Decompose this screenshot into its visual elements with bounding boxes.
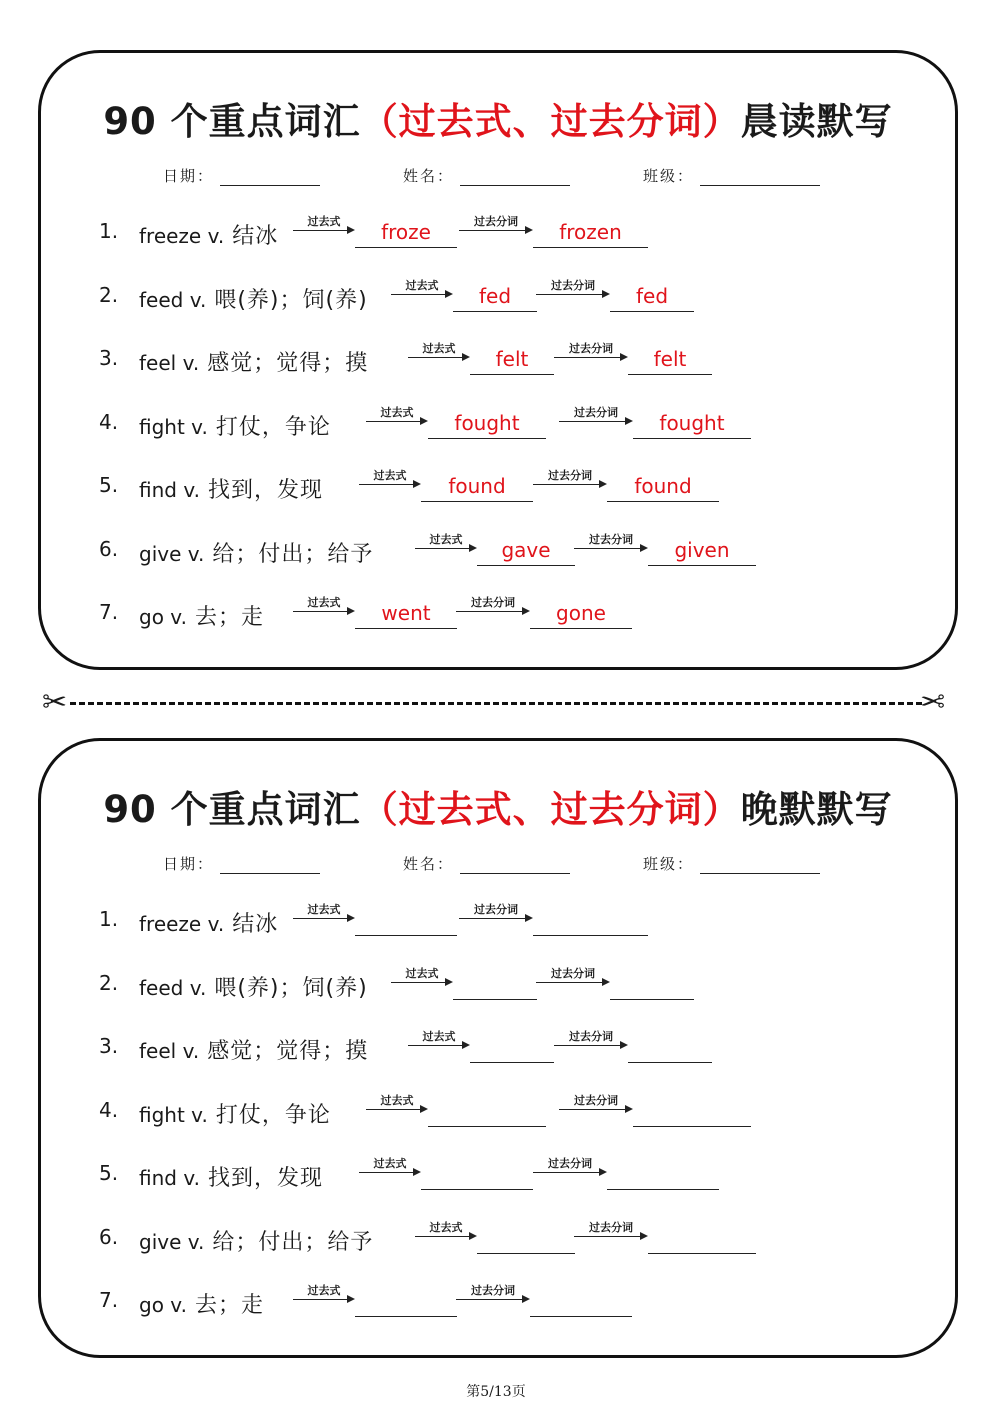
word-english: freeze v. <box>139 224 225 248</box>
title-highlight: （过去式、过去分词） <box>360 100 741 143</box>
item-word <box>139 346 368 377</box>
past-participle-arrow <box>456 1282 530 1308</box>
word-english: freeze v. <box>139 912 225 936</box>
item-number: 5. <box>99 1161 119 1185</box>
item-number: 3. <box>99 346 119 370</box>
class-blank[interactable] <box>700 855 820 874</box>
past-participle-blank[interactable] <box>610 969 694 1000</box>
cut-line <box>70 702 922 705</box>
arrow-label: 过去式 <box>422 1030 456 1043</box>
arrow-head-icon <box>522 1295 530 1303</box>
word-english: fight v. <box>139 1102 208 1127</box>
arrow-line <box>359 1172 415 1173</box>
past-tense-blank[interactable]: froze <box>355 217 457 248</box>
past-participle-blank[interactable] <box>533 905 648 936</box>
item-word <box>139 907 278 938</box>
arrow-label: 过去式 <box>422 342 456 355</box>
word-meaning: 结冰 <box>232 224 279 249</box>
arrow-label: 过去分词 <box>589 532 633 546</box>
arrow-line <box>574 1236 642 1237</box>
past-tense-arrow <box>366 1092 428 1118</box>
arrow-line <box>459 918 527 919</box>
past-tense-blank[interactable] <box>355 1286 457 1317</box>
arrow-head-icon <box>525 226 533 234</box>
word-english: feel v. <box>139 1039 200 1063</box>
word-english: give v. <box>139 541 205 566</box>
list-item <box>99 340 899 380</box>
past-tense-blank[interactable]: found <box>421 471 533 502</box>
past-tense-blank[interactable]: went <box>355 598 457 629</box>
class-field[interactable] <box>643 853 820 874</box>
title-prefix: 90 个重点词汇 <box>103 100 361 143</box>
word-meaning: 结冰 <box>232 912 279 937</box>
arrow-line <box>408 357 464 358</box>
item-word <box>139 1161 323 1192</box>
item-number: 2. <box>99 282 119 307</box>
arrow-line <box>559 1109 627 1110</box>
past-participle-arrow <box>459 213 533 239</box>
item-number: 1. <box>99 907 119 931</box>
arrow-label: 过去式 <box>405 278 439 292</box>
class-blank[interactable] <box>700 167 820 186</box>
title-highlight: （过去式、过去分词） <box>360 788 741 831</box>
arrow-label: 过去分词 <box>474 215 518 228</box>
past-tense-arrow <box>293 1282 355 1308</box>
arrow-label: 过去分词 <box>551 966 595 980</box>
arrow-label: 过去式 <box>380 1093 414 1107</box>
past-tense-blank[interactable]: fought <box>428 408 546 439</box>
arrow-head-icon <box>625 417 633 425</box>
item-number: 2. <box>99 970 119 995</box>
past-participle-arrow <box>533 1155 607 1181</box>
list-item <box>99 404 899 444</box>
arrow-head-icon <box>640 544 648 552</box>
word-english: give v. <box>139 1229 205 1254</box>
arrow-line <box>391 982 447 983</box>
arrow-line <box>366 1109 422 1110</box>
item-word <box>139 219 278 250</box>
word-english: feel v. <box>139 351 200 375</box>
past-participle-arrow <box>574 531 648 557</box>
arrow-label: 过去式 <box>429 1220 463 1234</box>
item-word <box>139 473 323 504</box>
word-meaning: 找到，发现 <box>207 1166 323 1191</box>
list-item <box>99 467 899 507</box>
item-word <box>139 1288 264 1319</box>
name-blank[interactable] <box>460 167 570 186</box>
past-participle-blank[interactable] <box>628 1032 712 1063</box>
name-label: 姓名： <box>403 855 455 873</box>
past-participle-blank[interactable] <box>530 1286 632 1317</box>
past-tense-blank[interactable] <box>453 969 537 1000</box>
arrow-label: 过去式 <box>307 1284 341 1297</box>
list-item <box>99 1219 899 1259</box>
past-participle-blank[interactable]: felt <box>628 344 712 375</box>
arrow-head-icon <box>620 353 628 361</box>
arrow-head-icon <box>620 1041 628 1049</box>
item-number: 4. <box>99 1097 119 1122</box>
past-tense-arrow <box>408 1028 470 1054</box>
arrow-head-icon <box>462 353 470 361</box>
word-english: go v. <box>139 1293 187 1317</box>
item-number: 3. <box>99 1034 119 1058</box>
arrow-line <box>415 548 471 549</box>
arrow-head-icon <box>625 1105 633 1113</box>
arrow-line <box>408 1045 464 1046</box>
arrow-head-icon <box>347 1295 355 1303</box>
date-blank[interactable] <box>220 167 320 186</box>
arrow-line <box>366 421 422 422</box>
past-tense-blank[interactable] <box>470 1032 554 1063</box>
list-item <box>99 901 899 941</box>
past-participle-arrow <box>554 1028 628 1054</box>
past-tense-arrow <box>415 1219 477 1245</box>
date-label: 日期： <box>163 855 215 873</box>
arrow-head-icon <box>347 914 355 922</box>
arrow-label: 过去分词 <box>551 278 595 292</box>
arrow-label: 过去分词 <box>474 903 518 916</box>
list-item <box>99 594 899 634</box>
arrow-label: 过去分词 <box>471 596 515 609</box>
word-meaning: 给；付出；给予 <box>212 541 374 567</box>
item-number: 6. <box>99 1224 119 1249</box>
page-footer: 第5/13页 <box>466 1384 526 1400</box>
word-meaning: 给；付出；给予 <box>212 1229 374 1255</box>
past-participle-arrow <box>456 594 530 620</box>
past-participle-blank[interactable] <box>633 1096 751 1127</box>
past-participle-blank[interactable] <box>607 1159 719 1190</box>
arrow-head-icon <box>347 226 355 234</box>
past-participle-blank[interactable]: found <box>607 471 719 502</box>
arrow-head-icon <box>469 544 477 552</box>
past-participle-blank[interactable] <box>648 1223 756 1254</box>
past-tense-blank[interactable]: gave <box>477 535 575 566</box>
class-label: 班级： <box>643 167 695 185</box>
item-word <box>139 971 368 1002</box>
arrow-label: 过去式 <box>307 596 341 609</box>
arrow-label: 过去式 <box>307 215 341 228</box>
past-participle-arrow <box>536 965 610 991</box>
arrow-head-icon <box>347 607 355 615</box>
arrow-head-icon <box>445 978 453 986</box>
arrow-line <box>456 611 524 612</box>
past-participle-arrow <box>574 1219 648 1245</box>
word-english: find v. <box>139 1166 200 1190</box>
list-item <box>99 965 899 1005</box>
arrow-head-icon <box>469 1232 477 1240</box>
arrow-head-icon <box>413 480 421 488</box>
arrow-label: 过去分词 <box>548 1157 592 1170</box>
arrow-head-icon <box>445 290 453 298</box>
past-tense-arrow <box>293 594 355 620</box>
word-meaning: 打仗，争论 <box>215 414 331 440</box>
class-field[interactable] <box>643 165 820 186</box>
word-meaning: 打仗，争论 <box>215 1102 331 1128</box>
list-item <box>99 277 899 317</box>
past-participle-blank[interactable]: fed <box>610 281 694 312</box>
list-item <box>99 213 899 253</box>
past-tense-arrow <box>359 467 421 493</box>
arrow-head-icon <box>420 1105 428 1113</box>
arrow-head-icon <box>602 978 610 986</box>
past-tense-blank[interactable]: fed <box>453 281 537 312</box>
past-tense-arrow <box>391 277 453 303</box>
date-label: 日期： <box>163 167 215 185</box>
past-participle-blank[interactable]: given <box>648 535 756 566</box>
item-word <box>139 600 264 631</box>
past-participle-blank[interactable]: gone <box>530 598 632 629</box>
past-participle-arrow <box>459 901 533 927</box>
word-english: find v. <box>139 478 200 502</box>
past-tense-arrow <box>366 404 428 430</box>
past-participle-blank[interactable]: fought <box>633 408 751 439</box>
arrow-label: 过去式 <box>307 903 341 916</box>
past-participle-arrow <box>559 1092 633 1118</box>
scissors-icon: ✂ <box>920 685 946 720</box>
arrow-line <box>391 294 447 295</box>
arrow-line <box>293 611 349 612</box>
past-tense-blank[interactable] <box>421 1159 533 1190</box>
title-prefix: 90 个重点词汇 <box>103 788 361 831</box>
past-participle-blank[interactable]: frozen <box>533 217 648 248</box>
arrow-head-icon <box>420 417 428 425</box>
name-label: 姓名： <box>403 167 455 185</box>
arrow-label: 过去式 <box>429 532 463 546</box>
arrow-head-icon <box>525 914 533 922</box>
past-tense-blank[interactable] <box>355 905 457 936</box>
title-suffix: 晨读默写 <box>740 100 893 143</box>
past-tense-arrow <box>359 1155 421 1181</box>
title-suffix: 晚默默写 <box>740 788 893 831</box>
name-field[interactable] <box>403 165 570 186</box>
arrow-head-icon <box>462 1041 470 1049</box>
arrow-line <box>536 982 604 983</box>
past-tense-blank[interactable]: felt <box>470 344 554 375</box>
scissors-icon: ✂ <box>42 685 68 720</box>
date-blank[interactable] <box>220 855 320 874</box>
arrow-head-icon <box>602 290 610 298</box>
arrow-label: 过去式 <box>373 469 407 482</box>
word-english: feed v. <box>139 975 207 1000</box>
past-tense-arrow <box>408 340 470 366</box>
past-tense-arrow <box>391 965 453 991</box>
arrow-label: 过去分词 <box>574 1093 618 1107</box>
name-field[interactable] <box>403 853 570 874</box>
past-participle-arrow <box>536 277 610 303</box>
arrow-line <box>533 1172 601 1173</box>
arrow-line <box>533 484 601 485</box>
item-number: 4. <box>99 409 119 434</box>
arrow-line <box>456 1299 524 1300</box>
word-meaning: 去；走 <box>194 605 264 630</box>
arrow-label: 过去式 <box>405 966 439 980</box>
past-participle-arrow <box>559 404 633 430</box>
arrow-label: 过去分词 <box>569 1030 613 1043</box>
item-number: 7. <box>99 600 119 624</box>
arrow-line <box>359 484 415 485</box>
class-label: 班级： <box>643 855 695 873</box>
name-blank[interactable] <box>460 855 570 874</box>
card-title <box>41 779 955 833</box>
arrow-label: 过去分词 <box>569 342 613 355</box>
info-row <box>41 853 955 881</box>
arrow-label: 过去分词 <box>548 469 592 482</box>
date-field[interactable] <box>163 165 320 186</box>
item-number: 1. <box>99 219 119 243</box>
arrow-line <box>459 230 527 231</box>
arrow-label: 过去式 <box>380 405 414 419</box>
item-number: 5. <box>99 473 119 497</box>
past-participle-arrow <box>554 340 628 366</box>
word-meaning: 找到，发现 <box>207 478 323 503</box>
word-english: feed v. <box>139 287 207 312</box>
past-participle-arrow <box>533 467 607 493</box>
card-title <box>41 91 955 145</box>
list-item <box>99 1155 899 1195</box>
item-word <box>139 1098 331 1129</box>
arrow-head-icon <box>599 480 607 488</box>
list-item <box>99 531 899 571</box>
info-row <box>41 165 955 193</box>
past-tense-blank[interactable] <box>477 1223 575 1254</box>
arrow-label: 过去式 <box>373 1157 407 1170</box>
item-word <box>139 1225 373 1256</box>
word-meaning: 感觉；觉得；摸 <box>207 1039 369 1064</box>
item-word <box>139 1034 368 1065</box>
word-meaning: 喂(养)；饲(养) <box>214 287 368 313</box>
past-tense-arrow <box>293 213 355 239</box>
arrow-line <box>293 1299 349 1300</box>
word-meaning: 感觉；觉得；摸 <box>207 351 369 376</box>
arrow-line <box>293 918 349 919</box>
arrow-head-icon <box>522 607 530 615</box>
arrow-line <box>415 1236 471 1237</box>
word-english: go v. <box>139 605 187 629</box>
item-word <box>139 537 373 568</box>
date-field[interactable] <box>163 853 320 874</box>
word-meaning: 去；走 <box>194 1293 264 1318</box>
list-item <box>99 1282 899 1322</box>
item-number: 6. <box>99 536 119 561</box>
arrow-head-icon <box>413 1168 421 1176</box>
morning-dictation-card <box>38 50 958 670</box>
list-item <box>99 1028 899 1068</box>
past-tense-arrow <box>415 531 477 557</box>
past-tense-arrow <box>293 901 355 927</box>
item-word <box>139 283 368 314</box>
item-word <box>139 410 331 441</box>
past-tense-blank[interactable] <box>428 1096 546 1127</box>
word-meaning: 喂(养)；饲(养) <box>214 975 368 1001</box>
arrow-label: 过去分词 <box>589 1220 633 1234</box>
arrow-line <box>559 421 627 422</box>
word-english: fight v. <box>139 414 208 439</box>
arrow-label: 过去分词 <box>471 1284 515 1297</box>
item-number: 7. <box>99 1288 119 1312</box>
arrow-line <box>574 548 642 549</box>
arrow-line <box>536 294 604 295</box>
arrow-line <box>554 357 622 358</box>
list-item <box>99 1092 899 1132</box>
arrow-line <box>293 230 349 231</box>
arrow-head-icon <box>599 1168 607 1176</box>
arrow-line <box>554 1045 622 1046</box>
evening-dictation-card <box>38 738 958 1358</box>
arrow-label: 过去分词 <box>574 405 618 419</box>
arrow-head-icon <box>640 1232 648 1240</box>
